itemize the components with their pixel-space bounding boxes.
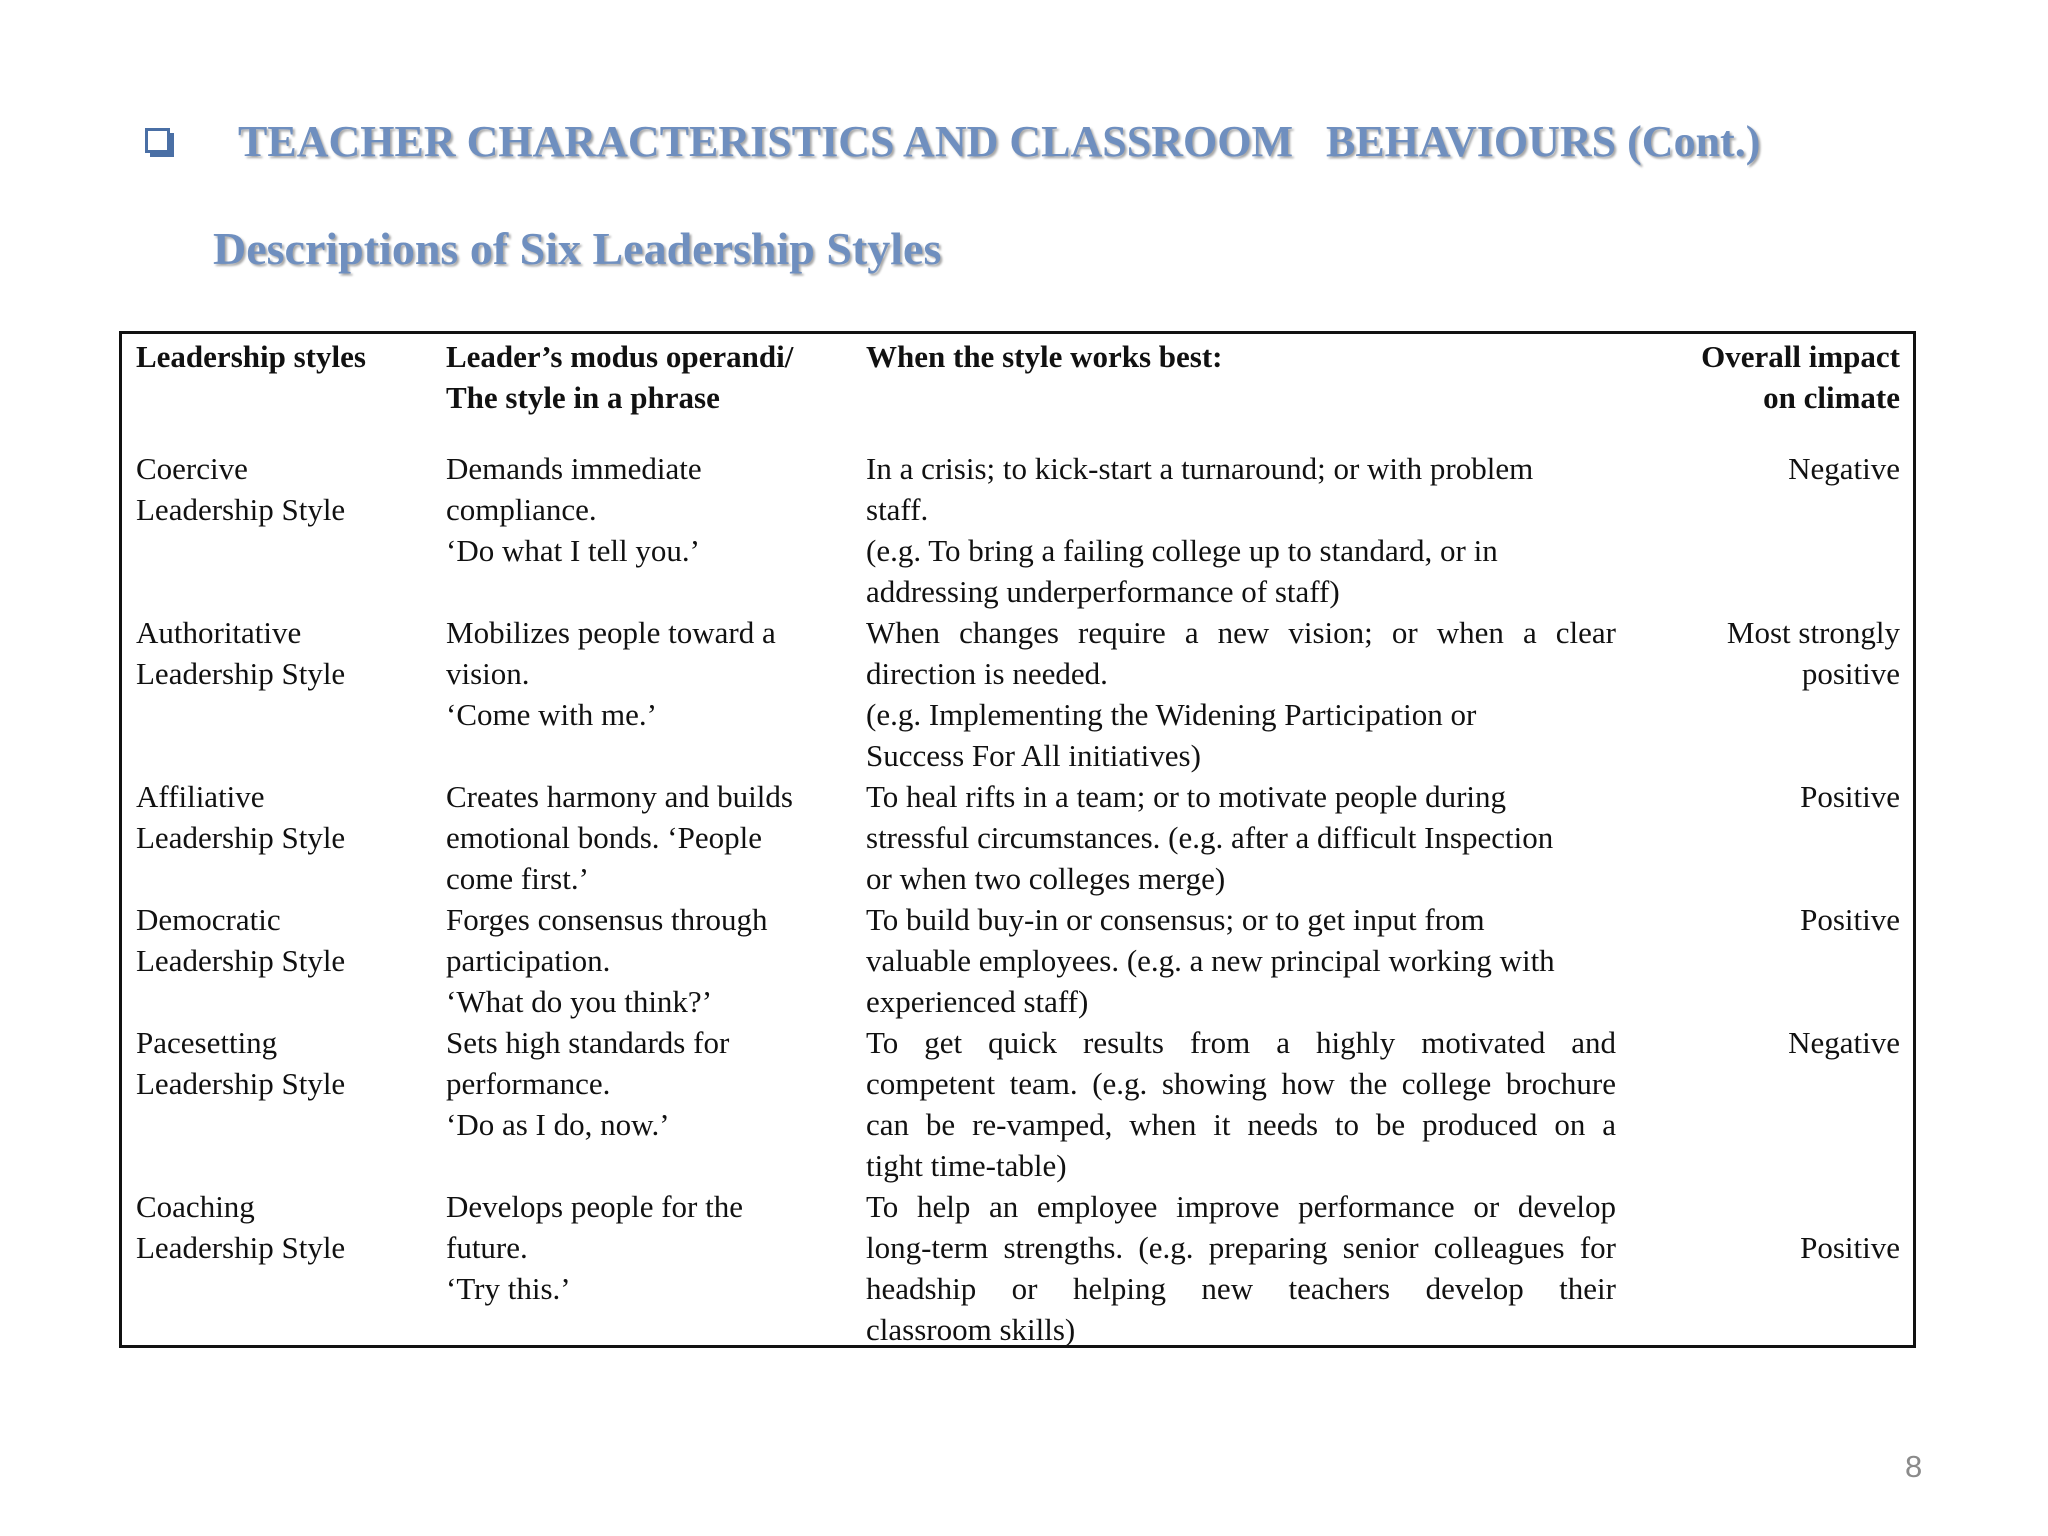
- style-cell: [136, 899, 446, 1022]
- modus-text: emotional bonds. ‘People: [446, 820, 762, 855]
- style-cell: [136, 1186, 446, 1350]
- style-name: Leadership Style: [136, 656, 346, 691]
- modus-text: Mobilizes people toward a: [446, 615, 776, 650]
- header-impact-line: Overall impact: [1701, 339, 1900, 374]
- modus-cell: [446, 612, 866, 776]
- when-text: To get quick results from a highly motivated and: [866, 1025, 1616, 1060]
- impact-cell: [1648, 1186, 1900, 1350]
- table-header-row: [136, 334, 1900, 448]
- when-text: competent team. (e.g. showing how the college brochure: [866, 1066, 1616, 1101]
- style-cell: [136, 776, 446, 899]
- modus-text: ‘What do you think?’: [446, 984, 713, 1019]
- leadership-styles-table-frame: [119, 331, 1916, 1348]
- impact-text: Most strongly: [1726, 615, 1900, 650]
- table-row: [136, 1022, 1900, 1186]
- impact-text: Negative: [1788, 1025, 1900, 1060]
- when-text: When changes require a new vision; or when a clear: [866, 615, 1616, 650]
- slide-title: TEACHER CHARACTERISTICS AND CLASSROOM BEHAVIOURS (Cont.): [238, 117, 1761, 166]
- modus-text: Sets high standards for: [446, 1025, 730, 1060]
- table-row: [136, 612, 1900, 776]
- header-modus-line: The style in a phrase: [446, 380, 720, 415]
- style-name: Affiliative: [136, 779, 265, 814]
- modus-cell: [446, 776, 866, 899]
- style-cell: [136, 1022, 446, 1186]
- header-impact-line: on climate: [1763, 380, 1900, 415]
- style-name: Leadership Style: [136, 943, 346, 978]
- when-text: long-term strengths. (e.g. preparing senior colleagues for: [866, 1230, 1616, 1265]
- when-text: To heal rifts in a team; or to motivate people during: [866, 779, 1507, 814]
- when-text: headship or helping new teachers develop their: [866, 1271, 1616, 1306]
- style-name: Authoritative: [136, 615, 302, 650]
- table-row: [136, 776, 1900, 899]
- style-name: Coercive: [136, 451, 248, 486]
- when-cell: [866, 612, 1648, 776]
- impact-text: Positive: [1800, 779, 1900, 814]
- when-cell: [866, 899, 1648, 1022]
- impact-text: Positive: [1800, 1230, 1900, 1265]
- modus-text: ‘Try this.’: [446, 1271, 571, 1306]
- checkbox-bullet-icon: [145, 128, 172, 155]
- when-text: direction is needed.: [866, 656, 1108, 691]
- modus-cell: [446, 448, 866, 612]
- header-modus-operandi: [446, 334, 866, 448]
- when-text: classroom skills): [866, 1312, 1076, 1347]
- style-cell: [136, 612, 446, 776]
- impact-text: Negative: [1788, 451, 1900, 486]
- modus-cell: [446, 1022, 866, 1186]
- when-cell: [866, 448, 1648, 612]
- when-cell: [866, 1022, 1648, 1186]
- modus-text: participation.: [446, 943, 611, 978]
- header-leadership-styles: Leadership styles: [136, 339, 366, 374]
- impact-cell: [1648, 776, 1900, 899]
- when-cell: [866, 1186, 1648, 1350]
- when-text: experienced staff): [866, 984, 1089, 1019]
- table-row: [136, 1186, 1900, 1350]
- when-text: To build buy-in or consensus; or to get input from: [866, 902, 1485, 937]
- modus-text: Demands immediate: [446, 451, 702, 486]
- modus-text: Forges consensus through: [446, 902, 768, 937]
- style-name: Coaching: [136, 1189, 255, 1224]
- page-number: 8: [1905, 1449, 1923, 1484]
- table-row: [136, 899, 1900, 1022]
- when-text: In a crisis; to kick-start a turnaround; or with problem: [866, 451, 1534, 486]
- impact-cell: [1648, 612, 1900, 776]
- leadership-styles-table: [136, 334, 1900, 1350]
- impact-cell: [1648, 1022, 1900, 1186]
- style-cell: [136, 448, 446, 612]
- impact-cell: [1648, 448, 1900, 612]
- modus-text: compliance.: [446, 492, 597, 527]
- when-text: (e.g. To bring a failing college up to standard, or in: [866, 533, 1498, 568]
- when-text: can be re-vamped, when it needs to be produced on a: [866, 1107, 1616, 1142]
- when-text: staff.: [866, 492, 929, 527]
- modus-cell: [446, 899, 866, 1022]
- slide-heading: [145, 116, 1760, 167]
- modus-text: performance.: [446, 1066, 611, 1101]
- modus-text: ‘Come with me.’: [446, 697, 657, 732]
- when-text: Success For All initiatives): [866, 738, 1201, 773]
- style-name: Pacesetting: [136, 1025, 278, 1060]
- impact-text: positive: [1801, 656, 1900, 691]
- style-name: Leadership Style: [136, 820, 346, 855]
- modus-text: come first.’: [446, 861, 589, 896]
- modus-text: Creates harmony and builds: [446, 779, 793, 814]
- modus-text: ‘Do what I tell you.’: [446, 533, 700, 568]
- table-row: [136, 448, 1900, 612]
- modus-cell: [446, 1186, 866, 1350]
- modus-text: Develops people for the: [446, 1189, 743, 1224]
- when-cell: [866, 776, 1648, 899]
- modus-text: future.: [446, 1230, 528, 1265]
- modus-text: vision.: [446, 656, 530, 691]
- when-text: valuable employees. (e.g. a new principal working with: [866, 943, 1555, 978]
- modus-text: ‘Do as I do, now.’: [446, 1107, 670, 1142]
- when-text: (e.g. Implementing the Widening Participation or: [866, 697, 1477, 732]
- style-name: Leadership Style: [136, 1066, 346, 1101]
- when-text: addressing underperformance of staff): [866, 574, 1340, 609]
- style-name: Democratic: [136, 902, 281, 937]
- header-modus-line: Leader’s modus operandi/: [446, 339, 794, 374]
- when-text: or when two colleges merge): [866, 861, 1226, 896]
- slide-subtitle: Descriptions of Six Leadership Styles: [213, 223, 942, 274]
- impact-cell: [1648, 899, 1900, 1022]
- when-text: stressful circumstances. (e.g. after a difficult Inspection: [866, 820, 1554, 855]
- when-text: To help an employee improve performance or develop: [866, 1189, 1616, 1224]
- style-name: Leadership Style: [136, 492, 346, 527]
- style-name: Leadership Style: [136, 1230, 346, 1265]
- header-when-works-best: When the style works best:: [866, 339, 1223, 374]
- when-text: tight time-table): [866, 1148, 1067, 1183]
- impact-text: Positive: [1800, 902, 1900, 937]
- header-overall-impact: [1648, 334, 1900, 448]
